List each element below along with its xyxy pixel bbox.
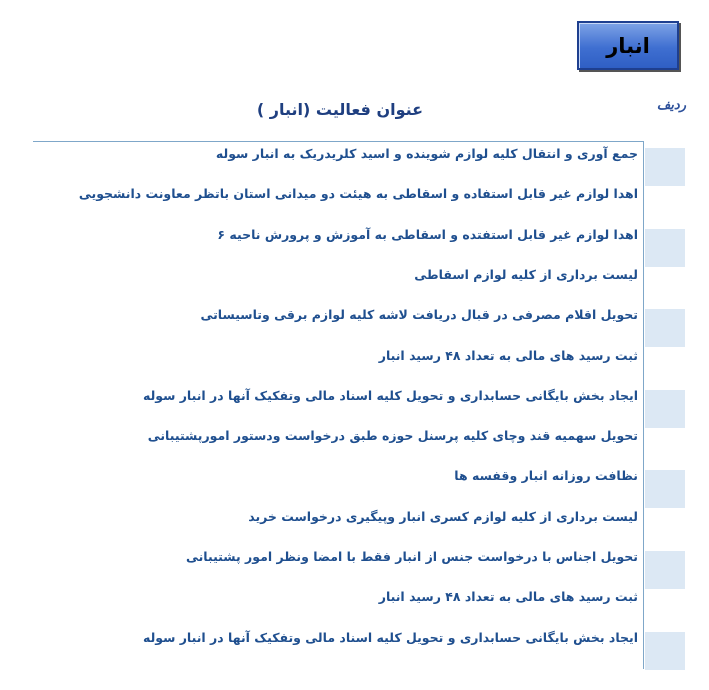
activity-row: لیست برداری از کلیه لوازم کسری انبار وپیگیری درخواست خرید — [248, 508, 638, 524]
section-title-button[interactable]: انبار — [577, 21, 679, 70]
column-header-activity-title: عنوان فعالیت (انبار ) — [256, 100, 424, 119]
index-cell — [645, 551, 685, 589]
index-cell — [645, 470, 685, 508]
activity-row: ثبت رسید های مالی به تعداد ۴۸ رسید انبار — [378, 347, 638, 363]
index-cell — [645, 390, 685, 428]
activity-row: اهدا لوازم غیر قابل استفاده و اسقاطی به هیئت دو میدانی استان باتظر معاونت دانشجویی — [78, 186, 638, 202]
table-column-divider — [643, 141, 644, 669]
column-header-index: ردیف — [656, 98, 686, 113]
activity-row: ثبت رسید های مالی به تعداد ۴۸ رسید انبار — [378, 589, 638, 605]
activity-row: ایجاد بخش بایگانی حسابداری و تحویل کلیه اسناد مالی وتفکیک آنها در انبار سوله — [142, 629, 638, 645]
activity-row: تحویل اجناس با درخواست جنس از انبار فقط با امضا ونظر امور پشتیبانی — [185, 549, 638, 564]
activity-row: اهدا لوازم غیر قابل استفتده و اسقاطی به آموزش و پرورش ناحیه ۶ — [217, 226, 638, 242]
index-cell — [645, 148, 685, 186]
index-cell — [645, 309, 685, 347]
activity-row: ایجاد بخش بایگانی حسابداری و تحویل کلیه اسناد مالی وتفکیک آنها در انبار سوله — [142, 387, 638, 403]
activity-row: تحویل سهمیه قند وچای کلیه پرسنل حوزه طبق درخواست ودستور امورپشتیبانی — [147, 428, 638, 444]
table-header-divider — [33, 141, 644, 142]
index-cell — [645, 229, 685, 267]
activity-row: تحویل اقلام مصرفی در قبال دریافت لاشه کلیه لوازم برقی وتاسیساتی — [200, 307, 638, 323]
index-cell — [645, 632, 685, 670]
activity-row: لیست برداری از کلیه لوازم اسقاطی — [414, 266, 638, 282]
activity-row: جمع آوری و انتقال کلیه لوازم شوینده و اسید کلریدریک به انبار سوله — [215, 146, 638, 161]
activity-row: نظافت روزانه انبار وقفسه ها — [454, 468, 638, 484]
